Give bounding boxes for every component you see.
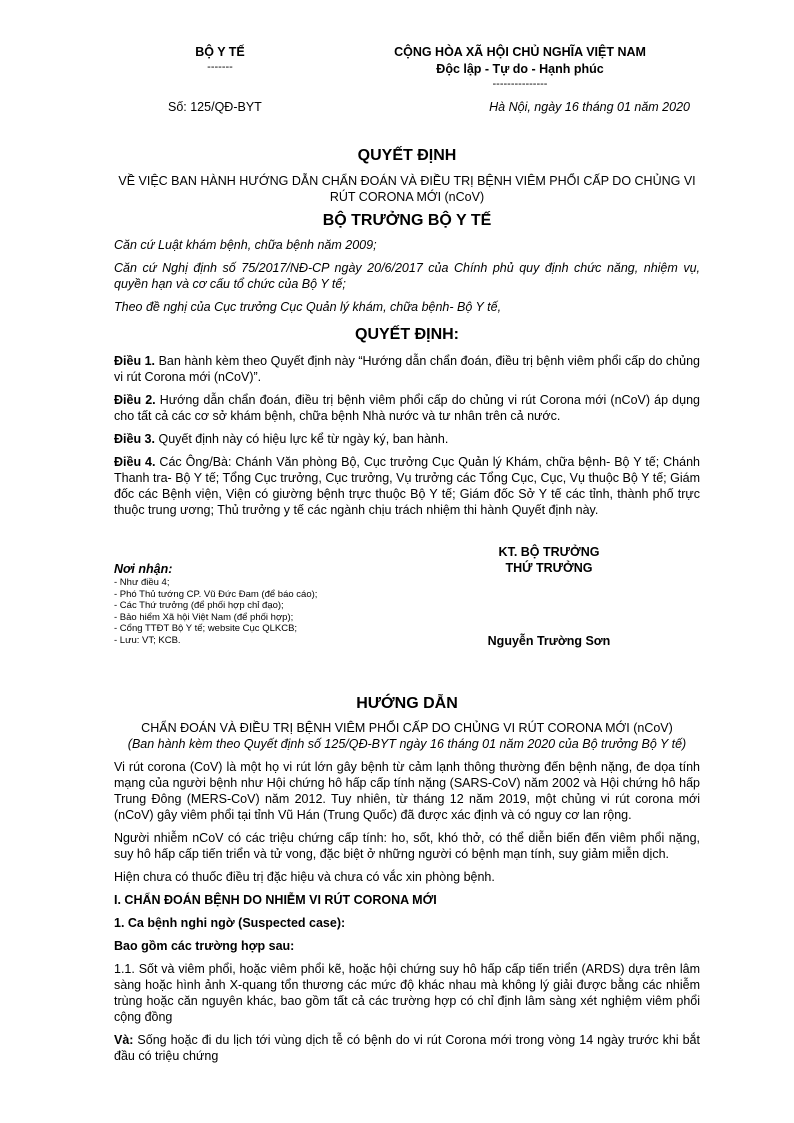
guide-paragraph <box>114 1032 700 1064</box>
document-number: Số: 125/QĐ-BYT <box>168 100 262 114</box>
guide-note: (Ban hành kèm theo Quyết định số 125/QĐ-BYT ngày 16 tháng 01 năm 2020 của Bộ trưởng Bộ Y tế) <box>127 737 687 751</box>
issuer-divider: ------- <box>207 61 233 73</box>
recipient-item: - Lưu: VT; KCB. <box>114 634 181 646</box>
and-label: Và: <box>114 1033 134 1047</box>
recipient-item: - Như điều 4; <box>114 577 170 588</box>
subsection-intro: Bao gồm các trường hợp sau: <box>114 939 295 953</box>
guide-paragraph: 1.1. Sốt và viêm phổi, hoặc viêm phổi kẽ, hoặc hội chứng suy hô hấp cấp tiến triển (ARDS) dựa trên lâm sàng hoặc hình ảnh X-quang tổn thương các mức độ khác nhau mà không lý giải được bằng các nhiễm trùng hoặc căn nguyên khác, bao gồm tất cả các trường hợp có chỉ định lâm sàng xét nghiệm viêm phổi cộng đồng <box>114 962 700 1024</box>
recipient-item: - Bảo hiểm Xã hội Việt Nam (để phối hợp); <box>114 611 294 623</box>
signer-name: Nguyễn Trường Sơn <box>487 634 611 648</box>
recipient-item: - Phó Thủ tướng CP. Vũ Đức Đam (để báo cáo); <box>114 588 318 600</box>
decide-heading: QUYẾT ĐỊNH: <box>355 326 459 343</box>
guide-subtitle: CHẨN ĐOÁN VÀ ĐIỀU TRỊ BỆNH VIÊM PHỔI CẤP DO CHỦNG VI RÚT CORONA MỚI (nCoV) <box>141 721 673 735</box>
article-label: Điều 3. <box>114 432 155 446</box>
signature-block <box>114 544 700 664</box>
subsection-heading: 1. Ca bệnh nghi ngờ (Suspected case): <box>114 916 346 930</box>
article <box>114 431 700 447</box>
section-heading: I. CHẨN ĐOÁN BỆNH DO NHIỄM VI RÚT CORONA MỚI <box>114 893 437 907</box>
nation-motto: Độc lập - Tự do - Hạnh phúc <box>436 62 604 76</box>
issuer-name: BỘ Y TẾ <box>195 45 245 59</box>
article <box>114 454 700 518</box>
article <box>114 353 700 385</box>
minister-heading: BỘ TRƯỞNG BỘ Y TẾ <box>322 212 492 229</box>
article-label: Điều 1. <box>114 354 156 368</box>
article-label: Điều 4. <box>114 455 156 469</box>
guide-paragraph: Hiện chưa có thuốc điều trị đặc hiệu và chưa có vắc xin phòng bệnh. <box>114 870 495 884</box>
motto-divider: --------------- <box>492 78 548 90</box>
article-text: Các Ông/Bà: Chánh Văn phòng Bộ, Cục trưởng Cục Quản lý Khám, chữa bệnh- Bộ Y tế; Chánh Thanh tra- Bộ Y tế; Tổng Cục trưởng, Cục trưởng, Vụ trưởng các Tổng Cục, Cục, Vụ thuộc Bộ Y tế; Giám đốc các Bệnh viện, Viện có giường bệnh trực thuộc Bộ Y tế; Giám đốc Sở Y tế các tỉnh, thành phố trực thuộc trung ương; Thủ trưởng y tế các ngành chịu trách nhiệm thi hành Quyết định này. <box>114 455 700 517</box>
recipients <box>114 562 414 646</box>
guide-paragraph: Vi rút corona (CoV) là một họ vi rút lớn gây bệnh từ cảm lạnh thông thường đến bệnh nặng, đe dọa tính mạng của người bệnh như Hội chứng hô hấp cấp tính nặng (SARS-CoV) năm 2002 và Hội chứng hô hấp Trung Đông (MERS-CoV) năm 2012. Tuy nhiên, từ tháng 12 năm 2019, một chủng vi rút corona mới (nCoV) gây viêm phổi tại tỉnh Vũ Hán (Trung Quốc) đã được xác định và có nguy cơ lan rộng. <box>114 760 700 822</box>
legal-basis: Theo đề nghị của Cục trưởng Cục Quản lý khám, chữa bệnh- Bộ Y tế, <box>114 300 502 314</box>
recipients-title: Nơi nhận: <box>114 562 173 576</box>
nation-header <box>350 44 690 90</box>
signer <box>454 544 644 648</box>
issuer-header <box>150 44 290 73</box>
guide-title: HƯỚNG DẪN <box>356 695 458 712</box>
article-label: Điều 2. <box>114 393 156 407</box>
place-date: Hà Nội, ngày 16 tháng 01 năm 2020 <box>489 100 690 114</box>
legal-basis: Căn cứ Luật khám bệnh, chữa bệnh năm 2009; <box>114 238 377 252</box>
signer-position: THỨ TRƯỞNG <box>505 561 593 575</box>
article-text: Quyết định này có hiệu lực kể từ ngày ký, ban hành. <box>155 432 449 446</box>
decision-subtitle: VỀ VIỆC BAN HÀNH HƯỚNG DẪN CHẨN ĐOÁN VÀ ĐIỀU TRỊ BỆNH VIÊM PHỔI CẤP DO CHỦNG VI RÚT CORONA MỚI (nCoV) <box>118 174 696 204</box>
article <box>114 392 700 424</box>
document-body <box>114 146 700 1071</box>
guide-paragraph: Người nhiễm nCoV có các triệu chứng cấp tính: ho, sốt, khó thở, có thể diễn biến đến viêm phổi nặng, suy hô hấp cấp tiến triển và tử vong, đặc biệt ở những người có bệnh mạn tính, suy giảm miễn dịch. <box>114 831 700 861</box>
recipient-item: - Các Thứ trưởng (để phối hợp chỉ đạo); <box>114 600 284 611</box>
nation-name: CỘNG HÒA XÃ HỘI CHỦ NGHĨA VIỆT NAM <box>394 45 646 59</box>
article-text: Hướng dẫn chẩn đoán, điều trị bệnh viêm phổi cấp do chủng vi rút Corona mới (nCoV) áp dụng cho tất cả các cơ sở khám bệnh, chữa bệnh Nhà nước và tư nhân trên cả nước. <box>114 393 700 423</box>
and-text: Sống hoặc đi du lịch tới vùng dịch tễ có bệnh do vi rút Corona mới trong vòng 14 ngày trước khi bắt đầu có triệu chứng <box>114 1033 700 1063</box>
legal-basis: Căn cứ Nghị định số 75/2017/NĐ-CP ngày 20/6/2017 của Chính phủ quy định chức năng, nhiệm vụ, quyền hạn và cơ cấu tổ chức của Bộ Y tế; <box>114 261 700 291</box>
decision-title: QUYẾT ĐỊNH <box>357 147 457 164</box>
recipient-item: - Cổng TTĐT Bộ Y tế; website Cục QLKCB; <box>114 623 298 634</box>
article-text: Ban hành kèm theo Quyết định này “Hướng dẫn chẩn đoán, điều trị bệnh viêm phổi cấp do chủng vi rút Corona mới (nCoV)”. <box>114 354 700 384</box>
signer-authority: KT. BỘ TRƯỞNG <box>498 545 600 559</box>
